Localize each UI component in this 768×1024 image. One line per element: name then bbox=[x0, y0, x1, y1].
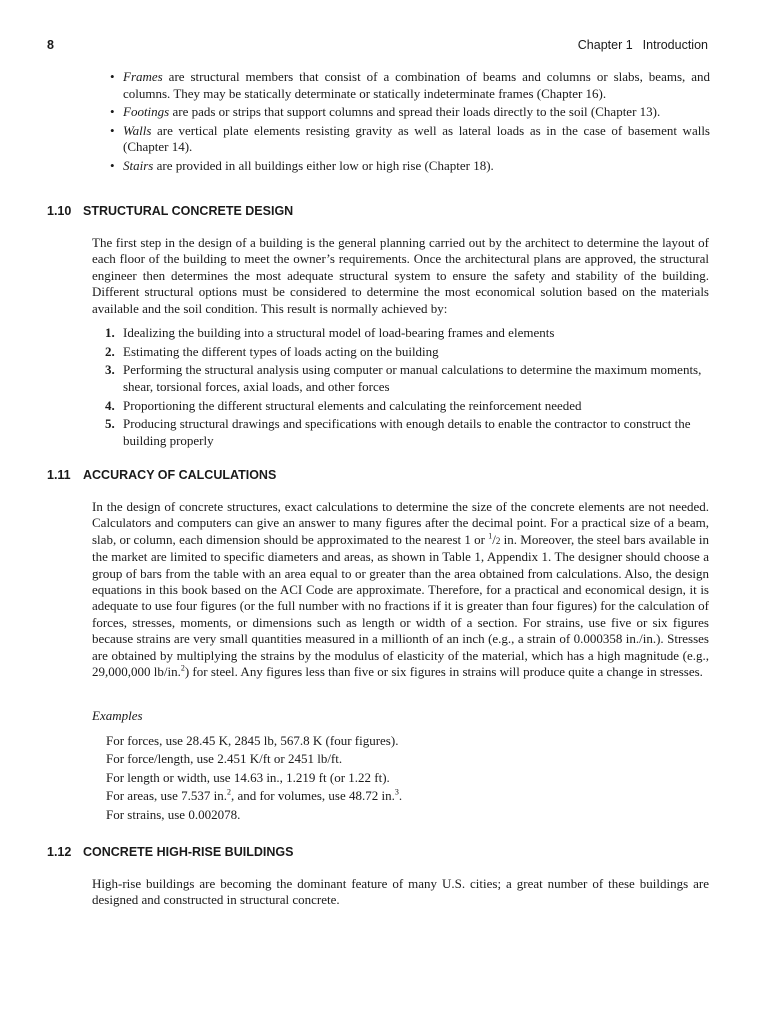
step-number: 2. bbox=[105, 343, 115, 359]
superscript: 2 bbox=[226, 787, 231, 797]
step-number: 1. bbox=[105, 325, 115, 340]
bullet-text: are structural members that consist of a combination of beams and columns or slabs, beams, and columns. They may be statically determinate or statically indeterminate frames (Chapter 16). bbox=[123, 69, 710, 101]
bullet-term: Footings bbox=[123, 104, 170, 119]
list-item bbox=[110, 104, 710, 121]
list-item: For forces, use 28.45 K, 2845 lb, 567.8 K (four figures). bbox=[106, 733, 399, 748]
list-item bbox=[105, 325, 709, 342]
section-number: 1.11 bbox=[47, 468, 71, 482]
section-heading-1-12 bbox=[47, 845, 293, 859]
superscript: 3 bbox=[394, 787, 399, 797]
list-item bbox=[105, 362, 709, 395]
running-head bbox=[578, 38, 708, 52]
fraction-numerator: 1 bbox=[488, 531, 493, 541]
step-text: Estimating the different types of loads acting on the building bbox=[123, 343, 439, 359]
paragraph-design: The first step in the design of a building is the general planning carried out by the architect to determine the layout of each floor of the building to meet the owner’s requirements. Once the architectural plans are approved, the structural engineer then determines the most adequate structural system to ensure the safety and stability of the building. Different structural options must be considered to determine the most economical solution based on the materials available and the soil condition. This result is normally achieved by: bbox=[92, 235, 709, 316]
bullet-term: Stairs bbox=[123, 157, 154, 173]
step-number: 4. bbox=[105, 397, 115, 413]
section-heading-1-10 bbox=[47, 204, 293, 218]
paragraph-accuracy: In the design of concrete structures, exact calculations to determine the size of the concrete elements are not needed. Calculators and computers can give an answer to many figures after the decimal point. For a practical size of a beam, slab, or column, each dimension should be approximated to the nearest 1 or $^1$/2 in. Moreover, the steel bars available in the market are limited to specific diameters and areas, as shown in Table 1, Appendix 1. The designer should choose a group of bars from the table with an area equal to or greater than the area obtained from calculations. Also, the design equations in this book based on the ACI Code are approximate. Therefore, for a practical and economical design, it is adequate to use four figures (or the full number with no fractions if it is greater than four figures) for the calculation of forces, stresses, moments, or dimensions such as length or width of a section. For strains, use five or six figures because strains are very small quantities measured in a millionth of an inch (e.g., a strain of 0.000358 in./in.). Stresses are obtained by multiplying the strains by the modulus of elasticity of the material, which has a high magnitude (e.g., 29,000,000 lb/in.$^2$) for steel. Any figures less than five or six figures in strains will produce quite a change in stresses. bbox=[92, 499, 709, 680]
example-text: For areas, use 7.537 in. bbox=[106, 788, 227, 804]
fraction-denominator: 2 bbox=[495, 535, 501, 546]
section-number: 1.12 bbox=[47, 845, 72, 859]
bullet-text: are vertical plate elements resisting gravity as well as lateral loads as in the case of basement walls (Chapter 14). bbox=[123, 122, 710, 154]
list-item bbox=[110, 158, 710, 175]
examples-list bbox=[106, 732, 402, 824]
section-title: CONCRETE HIGH-RISE BUILDINGS bbox=[83, 845, 294, 859]
step-text: Proportioning the different structural elements and calculating the reinforcement needed bbox=[123, 397, 582, 413]
bullet-term: Frames bbox=[123, 69, 163, 84]
superscript: 2 bbox=[180, 663, 185, 673]
bullet-icon: • bbox=[110, 104, 115, 119]
bullet-icon: • bbox=[110, 69, 115, 84]
step-text: Producing structural drawings and specifications with enough details to enable the contractor to construct the building properly bbox=[123, 416, 691, 448]
list-item bbox=[106, 787, 402, 805]
bullet-list bbox=[110, 69, 710, 176]
list-item: For length or width, use 14.63 in., 1.219 ft (or 1.22 ft). bbox=[106, 769, 390, 785]
design-steps-list bbox=[105, 325, 709, 451]
list-item bbox=[105, 344, 709, 361]
step-number: 5. bbox=[105, 416, 115, 432]
bullet-text: are pads or strips that support columns and spread their loads directly to the soil (Chapter 13). bbox=[169, 104, 661, 119]
bullet-icon: • bbox=[110, 157, 115, 173]
list-item bbox=[105, 398, 709, 415]
step-number: 3. bbox=[105, 362, 115, 378]
page-number: 8 bbox=[47, 38, 54, 52]
step-text: Performing the structural analysis using computer or manual calculations to determine the maximum moments, shear, torsional forces, axial loads, and other forces bbox=[123, 362, 702, 394]
example-text: , and for volumes, use 48.72 in. bbox=[230, 788, 395, 804]
paragraph-high-rise: High-rise buildings are becoming the dominant feature of many U.S. cities; a great number of these buildings are designed and constructed in structural concrete. bbox=[92, 876, 709, 908]
example-text: . bbox=[398, 788, 403, 804]
chapter-title: Introduction bbox=[642, 38, 708, 52]
examples-label: Examples bbox=[92, 708, 143, 723]
list-item bbox=[105, 416, 709, 449]
bullet-icon: • bbox=[110, 122, 115, 138]
chapter-label: Chapter 1 bbox=[577, 38, 633, 52]
bullet-text: are provided in all buildings either low or high rise (Chapter 18). bbox=[153, 157, 494, 173]
section-title: STRUCTURAL CONCRETE DESIGN bbox=[83, 204, 294, 218]
list-item bbox=[110, 123, 710, 156]
list-item: For strains, use 0.002078. bbox=[106, 806, 241, 822]
section-number: 1.10 bbox=[47, 204, 72, 218]
list-item: For force/length, use 2.451 K/ft or 2451 lb/ft. bbox=[106, 751, 343, 767]
paragraph-text: ) for steel. Any figures less than five or six figures in strains will produce quite a change in stresses. bbox=[184, 664, 703, 680]
paragraph-text: in. Moreover, the steel bars available in the market are limited to specific diameters and areas, as shown in Table 1, Appendix 1. The designer should choose a group of bars from the table with an area equal to or greater than the area obtained from calculations. Also, the design equations in this book based on the ACI Code are approximate. Therefore, for a practical and economical design, it is adequate to use four figures (or the full number with no fractions if it is greater than four figures) for the calculation of forces, stresses, moments, or dimensions such as length or width of a section. For strains, use five or six figures because strains are very small quantities measured in a millionth of an inch (e.g., a strain of 0.000358 in./in.). Stresses are obtained by multiplying the strains by the modulus of elasticity of the material, which has a high magnitude (e.g., 29,000,000 lb/in. bbox=[92, 531, 709, 680]
list-item bbox=[110, 69, 710, 102]
paragraph-text: In the design of concrete structures, exact calculations to determine the size of the concrete elements are not needed. Calculators and computers can give an answer to many figures after the decimal point. For a practical size of a beam, slab, or column, each dimension should be approximated to the nearest 1 or bbox=[92, 499, 709, 547]
step-text: Idealizing the building into a structural model of load-bearing frames and elements bbox=[123, 325, 555, 340]
bullet-term: Walls bbox=[123, 122, 152, 138]
section-heading-1-11 bbox=[47, 468, 276, 482]
section-title: ACCURACY OF CALCULATIONS bbox=[83, 468, 277, 482]
